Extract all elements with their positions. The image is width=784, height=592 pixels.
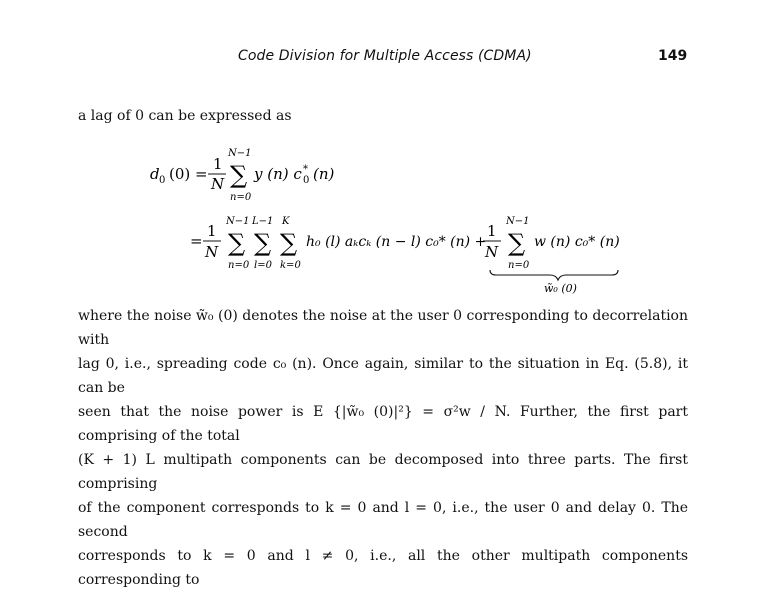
eq2-sum-sign-w: ∑ xyxy=(508,229,526,257)
eq2-sum-upper-k: K xyxy=(282,216,290,227)
eq2-frac2-den: N xyxy=(485,243,499,261)
paragraph-line: lag 0, i.e., spreading code c₀ (n). Once again, similar to the situation in Eq. (5.8), it can be xyxy=(78,356,688,396)
underbrace-label: w̃₀ (0) xyxy=(544,282,577,295)
eq1-sum-sign: ∑ xyxy=(230,161,248,189)
eq2-term1: h₀ (l) aₖcₖ (n − l) c₀* (n) + xyxy=(306,234,487,250)
eq1-frac-num: 1 xyxy=(213,155,223,173)
eq2-sum-sign-k: ∑ xyxy=(280,229,298,257)
equation-2 xyxy=(190,216,660,298)
eq2-sum-lower-l: l=0 xyxy=(254,260,272,271)
eq2-equals: = xyxy=(190,232,203,250)
eq2-frac-den: N xyxy=(205,243,219,261)
body-paragraph xyxy=(78,304,688,592)
page-number: 149 xyxy=(658,48,688,64)
eq2-term2: w (n) c₀* (n) xyxy=(534,234,620,250)
eq2-sum2-lower: n=0 xyxy=(508,260,530,271)
eq1-lhs-sub: 0 xyxy=(159,175,166,186)
running-header xyxy=(0,48,784,70)
eq2-sum-upper-n: N−1 xyxy=(226,216,250,227)
eq1-body-sub: 0 xyxy=(303,175,310,186)
equation-1 xyxy=(150,148,570,204)
eq1-lhs: d xyxy=(150,165,160,183)
paragraph-line: seen that the noise power is E {|w̃₀ (0)|²} = σ²w / N. Further, the first part comprising of the total xyxy=(78,404,688,444)
paragraph-line: where the noise w̃₀ (0) denotes the noise at the user 0 corresponding to decorrelation with xyxy=(78,308,688,348)
eq2-sum-lower-n: n=0 xyxy=(228,260,250,271)
eq1-body-sup: * xyxy=(303,164,308,175)
eq1-body-end: (n) xyxy=(313,165,335,183)
eq1-lhs-arg: (0) = xyxy=(169,165,208,183)
eq1-sum-upper: N−1 xyxy=(228,148,252,159)
eq1-body: y (n) c xyxy=(254,165,302,183)
eq1-sum-lower: n=0 xyxy=(230,192,252,203)
underbrace xyxy=(490,270,618,280)
eq1-frac-den: N xyxy=(211,175,225,193)
eq2-sum-sign-n: ∑ xyxy=(228,229,246,257)
paragraph-line: corresponds to k = 0 and l ≠ 0, i.e., all the other multipath components corresponding to xyxy=(78,548,688,588)
intro-text: a lag of 0 can be expressed as xyxy=(78,108,292,124)
running-title: Code Division for Multiple Access (CDMA) xyxy=(238,48,532,64)
eq2-frac2-num: 1 xyxy=(487,222,497,240)
eq2-sum-upper-l: L−1 xyxy=(252,216,274,227)
eq2-sum-lower-k: k=0 xyxy=(280,260,301,271)
eq2-sum2-upper: N−1 xyxy=(506,216,530,227)
paragraph-line: of the component corresponds to k = 0 and l = 0, i.e., the user 0 and delay 0. The second xyxy=(78,500,688,540)
eq2-sum-sign-l: ∑ xyxy=(254,229,272,257)
paragraph-line: (K + 1) L multipath components can be decomposed into three parts. The first comprising xyxy=(78,452,688,492)
eq2-frac-num: 1 xyxy=(207,222,217,240)
